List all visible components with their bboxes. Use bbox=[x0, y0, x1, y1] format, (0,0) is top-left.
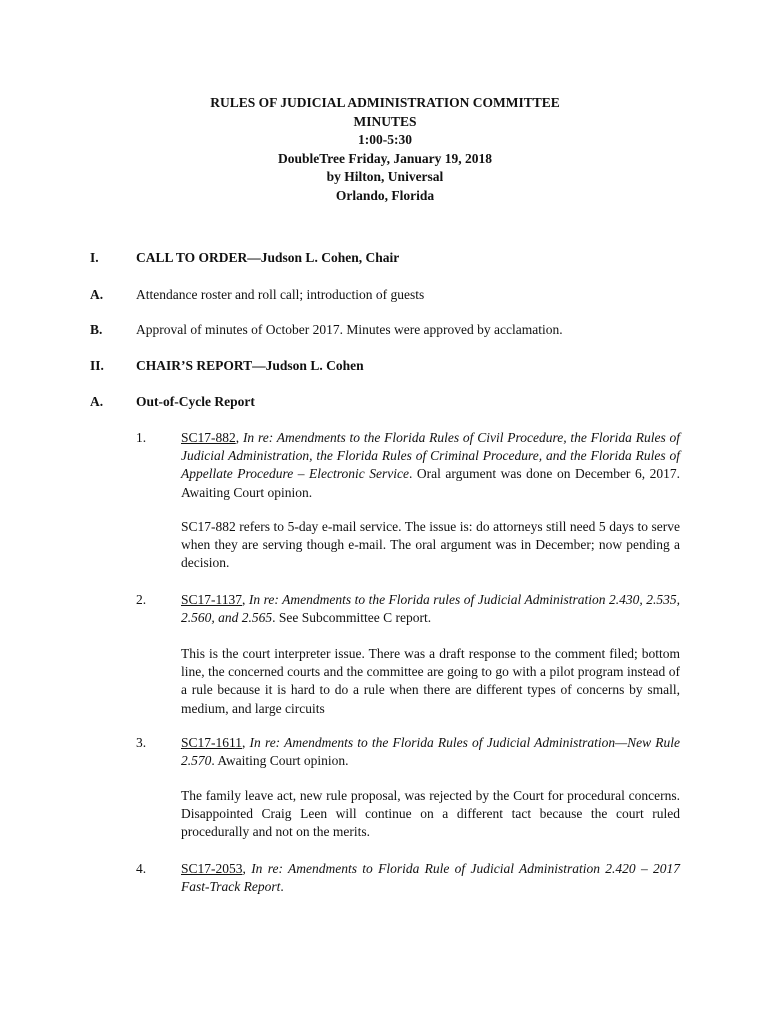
meeting-time: 1:00-5:30 bbox=[358, 132, 412, 147]
separator: , bbox=[242, 592, 249, 607]
case-status: . bbox=[280, 879, 284, 895]
separator: , bbox=[242, 861, 252, 876]
item-note: The family leave act, new rule proposal, was rejected by the Court for procedural concerns. Disappointed Craig Leen will continue on a different tact because the court ruled procedurally and not on the merits. bbox=[181, 788, 680, 840]
meeting-venue-brand: by Hilton, Universal bbox=[326, 169, 444, 184]
case-status: . See Subcommittee C report. bbox=[272, 610, 432, 626]
item-note: This is the court interpreter issue. There was a draft response to the comment filed; bottom line, the concerned courts and the committee are going to go with a pilot program instead of a rule because it is hard to do a rule when there are different types of concerns by small, medium, and large circuits bbox=[181, 646, 680, 716]
item-number: 2. bbox=[136, 592, 147, 607]
item-label: B. bbox=[90, 322, 103, 337]
item-number: 1. bbox=[136, 430, 147, 445]
section-title: CHAIR’S REPORT—Judson L. Cohen bbox=[136, 358, 364, 373]
case-status: . Awaiting Court opinion. bbox=[211, 753, 349, 769]
meeting-venue-date: DoubleTree Friday, January 19, 2018 bbox=[277, 150, 492, 166]
item-number: 4. bbox=[136, 861, 147, 876]
minutes-header bbox=[0, 94, 770, 205]
section-title: CALL TO ORDER—Judson L. Cohen, Chair bbox=[136, 250, 400, 265]
section-label: I. bbox=[90, 250, 99, 265]
case-title: In re: Amendments to the Florida Rules of Judicial Administration—New Rule 2.570 bbox=[181, 735, 680, 769]
item-text: Attendance roster and roll call; introduction of guests bbox=[136, 287, 425, 302]
committee-title: RULES OF JUDICIAL ADMINISTRATION COMMITTEE bbox=[210, 95, 560, 110]
item-description bbox=[181, 860, 680, 896]
item-note: SC17-882 refers to 5-day e-mail service. The issue is: do attorneys still need 5 days to serve when they are serving though e-mail. The oral argument was in December; now pending a decision. bbox=[181, 519, 680, 571]
item-description bbox=[181, 591, 680, 627]
separator: , bbox=[235, 430, 243, 445]
case-number-link[interactable]: SC17-1611 bbox=[181, 735, 243, 750]
case-number-link[interactable]: SC17-1137 bbox=[181, 592, 243, 607]
item-label: A. bbox=[90, 287, 104, 302]
case-number-link[interactable]: SC17-2053 bbox=[181, 861, 243, 876]
case-title: In re: Amendments to the Florida Rules of Civil Procedure, the Florida Rules of Judicial Administration, the Florida Rules of Criminal Procedure, and the Florida Rules of Appellate Procedure – Electronic Service bbox=[181, 430, 680, 482]
item-description bbox=[181, 734, 680, 770]
case-status: . Oral argument was done on December 6, 2017. Awaiting Court opinion. bbox=[181, 466, 680, 500]
case-number-link[interactable]: SC17-882 bbox=[181, 430, 236, 445]
subsection-title: Out-of-Cycle Report bbox=[136, 394, 255, 409]
case-title: In re: Amendments to Florida Rule of Judicial Administration 2.420 – 2017 Fast-Track Report bbox=[181, 861, 681, 895]
item-number: 3. bbox=[136, 735, 147, 750]
meeting-location: Orlando, Florida bbox=[335, 187, 435, 203]
item-text: Approval of minutes of October 2017. Minutes were approved by acclamation. bbox=[136, 322, 563, 337]
case-title: In re: Amendments to the Florida rules of Judicial Administration 2.430, 2.535, 2.560, and 2.565 bbox=[181, 592, 680, 626]
separator: , bbox=[242, 735, 250, 750]
minutes-label: MINUTES bbox=[353, 113, 417, 129]
item-description bbox=[181, 429, 680, 502]
section-label: II. bbox=[90, 358, 104, 373]
subsection-label: A. bbox=[90, 394, 104, 409]
